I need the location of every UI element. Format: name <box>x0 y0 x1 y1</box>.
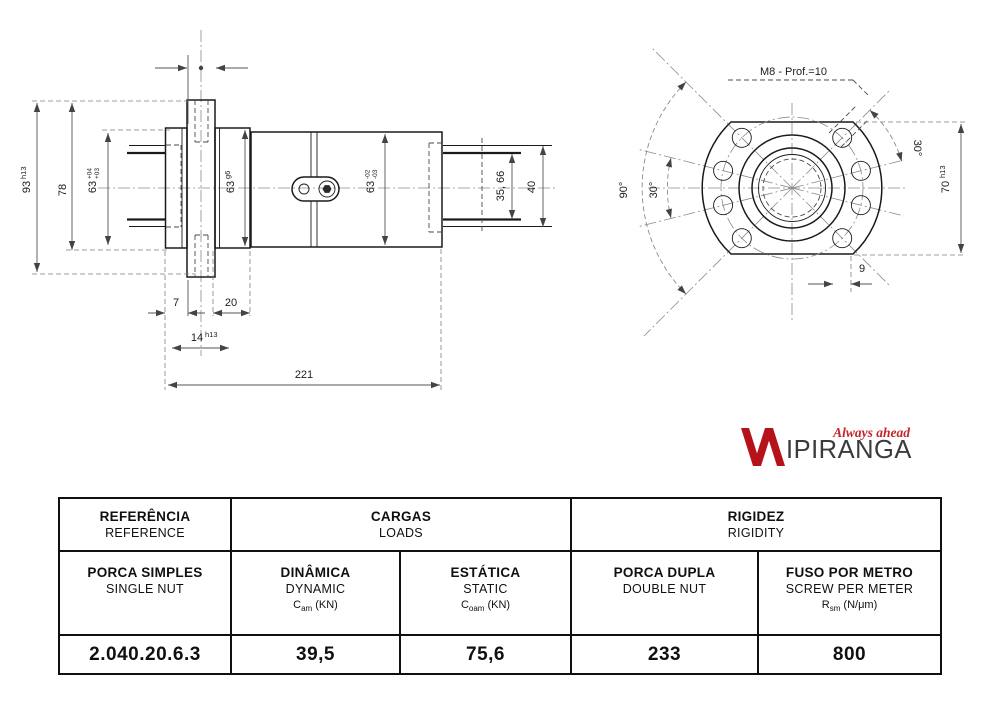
col-screw-per-meter-unit <box>759 599 940 613</box>
dim-label-7: 7 <box>172 297 180 309</box>
nut-body <box>251 132 442 247</box>
svg-text:90°: 90° <box>618 181 630 199</box>
svg-text:78: 78 <box>57 183 69 197</box>
header-loads <box>231 498 571 551</box>
svg-text:+03: +03 <box>94 167 101 179</box>
left-collar-hidden-bore <box>166 145 181 227</box>
value-reference: 2.040.20.6.3 <box>59 635 231 674</box>
col-single-nut <box>59 551 231 635</box>
col-dynamic-pt: DINÂMICA <box>280 565 351 580</box>
table-values-row <box>59 635 941 674</box>
bolt-hole-radials <box>637 47 904 336</box>
angle-label-90 <box>618 182 630 199</box>
dynamic-symbol: C <box>293 599 302 611</box>
dim-label-screw-root <box>495 171 507 202</box>
svg-text:h13: h13 <box>938 165 947 178</box>
static-subscript: oam <box>468 604 485 614</box>
value-double-nut-rigidity: 233 <box>571 635 758 674</box>
col-static <box>400 551 571 635</box>
col-screw-per-meter <box>758 551 941 635</box>
body-seam-lines <box>311 132 317 247</box>
svg-text:30°: 30° <box>911 139 923 157</box>
angle-label-30-left <box>648 182 660 199</box>
static-unit: (KN) <box>487 599 511 611</box>
dim-flange-width-top <box>155 66 248 70</box>
header-loads-pt: CARGAS <box>370 509 432 524</box>
svg-text:70: 70 <box>940 180 952 194</box>
svg-text:h13: h13 <box>205 330 218 339</box>
spec-table <box>58 497 942 675</box>
svg-text:40: 40 <box>526 180 538 194</box>
col-single-nut-pt: PORCA SIMPLES <box>87 565 203 580</box>
table-subheader-row <box>59 551 941 635</box>
dim-label-total-length: 221 <box>294 369 314 381</box>
flange-bolt-hole-bottom <box>195 235 208 277</box>
col-dynamic <box>231 551 400 635</box>
col-static-en: STATIC <box>463 582 508 596</box>
col-dynamic-en: DYNAMIC <box>285 582 346 596</box>
col-double-nut <box>571 551 758 635</box>
left-view-centerlines <box>98 30 558 356</box>
value-static-load: 75,6 <box>400 635 571 674</box>
static-symbol: C <box>460 599 469 611</box>
dynamic-subscript: am <box>301 604 313 614</box>
grease-fitting <box>292 177 339 201</box>
dim-label-78 <box>57 184 69 196</box>
ipiranga-m-icon <box>736 426 786 470</box>
flange-bolt-hole-top <box>195 100 208 142</box>
dim-label-bore <box>87 168 102 194</box>
col-double-nut-en: DOUBLE NUT <box>622 582 707 596</box>
header-loads-en: LOADS <box>379 526 423 540</box>
right-view <box>618 47 966 336</box>
angle-label-30-right <box>911 140 923 157</box>
logo-tagline: Always ahead <box>833 425 910 440</box>
col-double-nut-pt: PORCA DUPLA <box>613 565 716 580</box>
dim-label-9: 9 <box>858 263 866 275</box>
col-static-unit <box>401 599 570 613</box>
dim-label-body-od <box>365 169 380 193</box>
col-screw-per-meter-pt: FUSO POR METRO <box>785 565 914 580</box>
svg-text:30°: 30° <box>648 181 660 199</box>
header-rigidity-en: RIGIDITY <box>727 526 785 540</box>
dynamic-unit: (KN) <box>315 599 338 611</box>
svg-text:35, 66: 35, 66 <box>495 170 507 202</box>
svg-text:g6: g6 <box>223 170 232 179</box>
svg-text:93: 93 <box>21 180 33 194</box>
col-screw-per-meter-en: SCREW PER METER <box>785 582 914 596</box>
col-single-nut-en: SINGLE NUT <box>105 582 184 596</box>
header-rigidity-pt: RIGIDEZ <box>727 509 785 524</box>
header-reference <box>59 498 231 551</box>
left-view-part <box>127 100 552 277</box>
dim-label-flange-od <box>19 166 33 193</box>
logo-brand: IPIRANGA <box>786 436 912 464</box>
value-screw-per-meter-rigidity: 800 <box>758 635 941 674</box>
dim-label-20: 20 <box>224 297 238 309</box>
rigidity-unit: (N/μm) <box>843 599 878 611</box>
header-reference-en: REFERENCE <box>105 526 185 540</box>
right-view-centerlines <box>648 103 908 322</box>
svg-text:63: 63 <box>225 180 237 194</box>
left-view-dimensions <box>19 55 543 390</box>
col-dynamic-unit <box>232 599 399 613</box>
svg-text:-02: -02 <box>364 169 372 179</box>
rigidity-subscript: sm <box>829 604 841 614</box>
dim-label-collar-od <box>223 171 237 193</box>
dim-label-screw-od <box>526 181 538 193</box>
dim-label-flange-height <box>938 165 952 193</box>
ipiranga-logo <box>736 423 916 479</box>
svg-text:+04: +04 <box>86 167 94 179</box>
svg-text:-03: -03 <box>372 169 379 179</box>
dim-label-flange-width <box>191 330 218 344</box>
col-static-pt: ESTÁTICA <box>450 565 521 580</box>
svg-text:63: 63 <box>87 180 99 194</box>
svg-text:63: 63 <box>365 180 377 194</box>
body-hidden-bore-right <box>429 143 443 232</box>
rigidity-symbol: R <box>821 599 830 611</box>
svg-text:h13: h13 <box>19 166 28 179</box>
grease-fitting-hex-socket <box>323 185 332 193</box>
header-reference-pt: REFERÊNCIA <box>99 509 191 524</box>
thread-note-label: M8 - Prof.=10 <box>760 66 827 78</box>
left-view <box>19 30 558 390</box>
svg-text:14: 14 <box>190 332 204 344</box>
value-dynamic-load: 39,5 <box>231 635 400 674</box>
screw-shaft-left <box>127 146 166 227</box>
table-header-row <box>59 498 941 551</box>
header-rigidity <box>571 498 941 551</box>
